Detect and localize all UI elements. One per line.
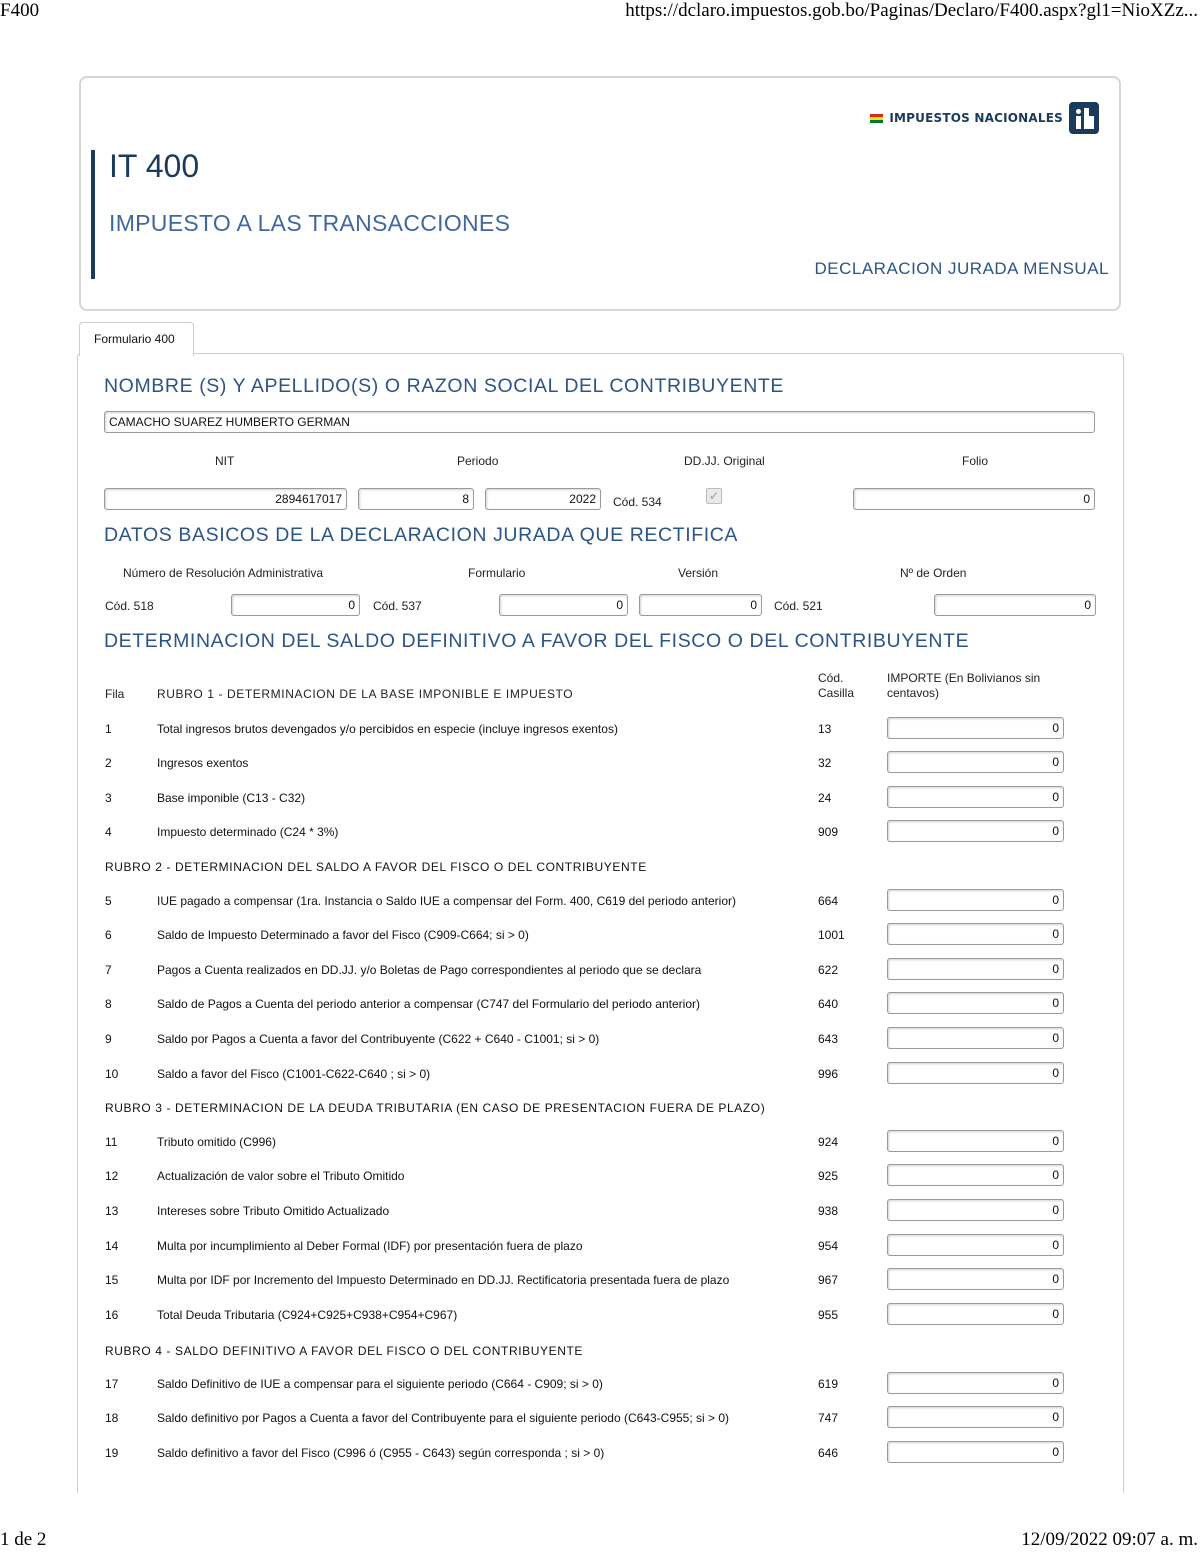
- row-cod-casilla: 967: [818, 1273, 839, 1287]
- row-description: Saldo definitivo a favor del Fisco (C996 ó (C955 - C643) según corresponda ; si > 0): [157, 1446, 605, 1460]
- bolivia-flag-icon: [870, 114, 883, 123]
- rectify-form-field[interactable]: 0: [499, 594, 628, 616]
- logo-text: IMPUESTOS NACIONALES: [889, 111, 1063, 125]
- row-fila-number: 9: [105, 1032, 112, 1046]
- order-field[interactable]: 0: [934, 594, 1096, 616]
- folio-field[interactable]: 0: [853, 488, 1095, 510]
- row-amount-field-c938[interactable]: 0: [887, 1199, 1064, 1221]
- version-field[interactable]: 0: [639, 594, 762, 616]
- form-code: IT 400: [109, 148, 200, 184]
- row-description: Base imponible (C13 - C32): [157, 791, 306, 805]
- impuestos-logo: [870, 102, 1099, 134]
- row-fila-number: 5: [105, 894, 112, 908]
- row-description: Total ingresos brutos devengados y/o percibidos en especie (incluye ingresos exentos): [157, 722, 618, 736]
- row-description: Tributo omitido (C996): [157, 1135, 276, 1149]
- row-cod-casilla: 664: [818, 894, 839, 908]
- row-cod-casilla: 954: [818, 1239, 839, 1253]
- cod-537-label: Cód. 537: [373, 599, 422, 613]
- row-cod-casilla: 747: [818, 1411, 839, 1425]
- row-fila-number: 14: [105, 1239, 119, 1253]
- row-fila-number: 16: [105, 1308, 119, 1322]
- row-fila-number: 1: [105, 722, 112, 736]
- period-year-field[interactable]: 2022: [485, 488, 601, 510]
- row-fila-number: 12: [105, 1169, 119, 1183]
- row-cod-casilla: 646: [818, 1446, 839, 1460]
- form-name: IMPUESTO A LAS TRANSACCIONES: [109, 210, 511, 236]
- print-datetime: 12/09/2022 09:07 a. m.: [1021, 1529, 1198, 1550]
- col-importe-header: IMPORTE (En Bolivianos sin centavos): [887, 671, 1041, 700]
- cod-521-label: Cód. 521: [774, 599, 823, 613]
- row-amount-field-c643[interactable]: 0: [887, 1027, 1064, 1049]
- row-amount-field-c747[interactable]: 0: [887, 1406, 1064, 1428]
- row-description: Saldo de Pagos a Cuenta del periodo anterior a compensar (C747 del Formulario del periodo anterior): [157, 997, 700, 1011]
- row-cod-casilla: 924: [818, 1135, 839, 1149]
- version-label: Versión: [678, 566, 719, 580]
- row-cod-casilla: 938: [818, 1204, 839, 1218]
- original-label: DD.JJ. Original: [684, 454, 765, 468]
- row-fila-number: 11: [105, 1135, 118, 1149]
- row-fila-number: 10: [105, 1067, 119, 1081]
- row-amount-field-c955[interactable]: 0: [887, 1303, 1064, 1325]
- row-amount-field-c967[interactable]: 0: [887, 1268, 1064, 1290]
- tab-formulario-400[interactable]: Formulario 400: [79, 322, 194, 356]
- row-amount-field-c996[interactable]: 0: [887, 1062, 1064, 1084]
- header-accent-bar: [91, 150, 95, 279]
- row-cod-casilla: 619: [818, 1377, 839, 1391]
- period-month-field[interactable]: 8: [358, 488, 474, 510]
- row-description: Impuesto determinado (C24 * 3%): [157, 825, 339, 839]
- row-fila-number: 13: [105, 1204, 119, 1218]
- row-description: Saldo a favor del Fisco (C1001-C622-C640 ; si > 0): [157, 1067, 431, 1081]
- taxpayer-section-title: NOMBRE (S) Y APELLIDO(S) O RAZON SOCIAL DEL CONTRIBUYENTE: [104, 375, 784, 397]
- impuestos-logo-icon: [1069, 102, 1099, 134]
- row-cod-casilla: 640: [818, 997, 839, 1011]
- row-amount-field-c954[interactable]: 0: [887, 1234, 1064, 1256]
- row-amount-field-c924[interactable]: 0: [887, 1130, 1064, 1152]
- row-fila-number: 8: [105, 997, 112, 1011]
- row-description: Saldo por Pagos a Cuenta a favor del Contribuyente (C622 + C640 - C1001; si > 0): [157, 1032, 600, 1046]
- rubro2-header: RUBRO 2 - DETERMINACION DEL SALDO A FAVOR DEL FISCO O DEL CONTRIBUYENTE: [105, 860, 647, 874]
- row-cod-casilla: 24: [818, 791, 832, 805]
- rubro4-header: RUBRO 4 - SALDO DEFINITIVO A FAVOR DEL FISCO O DEL CONTRIBUYENTE: [105, 1344, 584, 1358]
- row-fila-number: 17: [105, 1377, 119, 1391]
- row-description: Ingresos exentos: [157, 756, 249, 770]
- cod-534-label: Cód. 534: [613, 495, 662, 509]
- declaration-type: DECLARACION JURADA MENSUAL: [814, 259, 1109, 278]
- row-description: Multa por incumplimiento al Deber Formal (IDF) por presentación fuera de plazo: [157, 1239, 583, 1253]
- row-amount-field-c13[interactable]: 0: [887, 717, 1064, 739]
- row-fila-number: 18: [105, 1411, 119, 1425]
- row-description: Actualización de valor sobre el Tributo Omitido: [157, 1169, 405, 1183]
- row-amount-field-c640[interactable]: 0: [887, 992, 1064, 1014]
- row-description: Saldo Definitivo de IUE a compensar para el siguiente periodo (C664 - C909; si > 0): [157, 1377, 603, 1391]
- form-header-card: [79, 76, 1121, 311]
- row-amount-field-c1001[interactable]: 0: [887, 923, 1064, 945]
- row-cod-casilla: 996: [818, 1067, 839, 1081]
- row-cod-casilla: 32: [818, 756, 832, 770]
- row-amount-field-c925[interactable]: 0: [887, 1164, 1064, 1186]
- order-label: Nº de Orden: [900, 566, 967, 580]
- row-fila-number: 3: [105, 791, 112, 805]
- print-url: https://dclaro.impuestos.gob.bo/Paginas/Declaro/F400.aspx?gl1=NioXZz...: [625, 0, 1198, 21]
- row-cod-casilla: 909: [818, 825, 839, 839]
- row-fila-number: 15: [105, 1273, 119, 1287]
- row-cod-casilla: 643: [818, 1032, 839, 1046]
- determination-section-title: DETERMINACION DEL SALDO DEFINITIVO A FAVOR DEL FISCO O DEL CONTRIBUYENTE: [104, 630, 970, 652]
- cod-518-label: Cód. 518: [105, 599, 154, 613]
- row-description: Saldo de Impuesto Determinado a favor del Fisco (C909-C664; si > 0): [157, 928, 529, 942]
- nit-label: NIT: [215, 454, 235, 468]
- row-cod-casilla: 622: [818, 963, 839, 977]
- row-fila-number: 6: [105, 928, 112, 942]
- row-amount-field-c24[interactable]: 0: [887, 786, 1064, 808]
- row-fila-number: 2: [105, 756, 112, 770]
- resolution-label: Número de Resolución Administrativa: [123, 566, 324, 580]
- row-description: Saldo definitivo por Pagos a Cuenta a favor del Contribuyente para el siguiente periodo (C643-C955; si > 0): [157, 1411, 730, 1425]
- row-description: Pagos a Cuenta realizados en DD.JJ. y/o Boletas de Pago correspondientes al periodo que se declara: [157, 963, 702, 977]
- row-amount-field-c32[interactable]: 0: [887, 751, 1064, 773]
- row-cod-casilla: 1001: [818, 928, 845, 942]
- col-fila-header: Fila: [105, 687, 125, 701]
- row-amount-field-c909[interactable]: 0: [887, 820, 1064, 842]
- row-cod-casilla: 13: [818, 722, 832, 736]
- row-description: Multa por IDF por Incremento del Impuesto Determinado en DD.JJ. Rectificatoria presentada fuera de plazo: [157, 1273, 730, 1287]
- print-page-number: 1 de 2: [0, 1529, 47, 1550]
- row-fila-number: 7: [105, 963, 112, 977]
- nit-field[interactable]: 2894617017: [104, 488, 347, 510]
- row-amount-field-c664[interactable]: 0: [887, 889, 1064, 911]
- row-fila-number: 4: [105, 825, 112, 839]
- rubro1-header: RUBRO 1 - DETERMINACION DE LA BASE IMPONIBLE E IMPUESTO: [157, 687, 574, 701]
- row-amount-field-c622[interactable]: 0: [887, 958, 1064, 980]
- row-cod-casilla: 925: [818, 1169, 839, 1183]
- resolution-field[interactable]: 0: [231, 594, 360, 616]
- col-cod-header: Cód. Casilla: [818, 671, 855, 700]
- rectify-section-title: DATOS BASICOS DE LA DECLARACION JURADA QUE RECTIFICA: [104, 524, 739, 546]
- original-checkbox[interactable]: ✓: [706, 488, 722, 504]
- print-page-title: F400: [0, 0, 40, 21]
- row-amount-field-c619[interactable]: 0: [887, 1372, 1064, 1394]
- taxpayer-name-field[interactable]: CAMACHO SUAREZ HUMBERTO GERMAN: [104, 411, 1095, 433]
- folio-label: Folio: [962, 454, 989, 468]
- row-fila-number: 19: [105, 1446, 119, 1460]
- row-description: Total Deuda Tributaria (C924+C925+C938+C954+C967): [157, 1308, 458, 1322]
- row-description: Intereses sobre Tributo Omitido Actualizado: [157, 1204, 390, 1218]
- period-label: Periodo: [457, 454, 499, 468]
- row-cod-casilla: 955: [818, 1308, 839, 1322]
- row-amount-field-c646[interactable]: 0: [887, 1441, 1064, 1463]
- row-description: IUE pagado a compensar (1ra. Instancia o Saldo IUE a compensar del Form. 400, C619 del periodo anterior): [157, 894, 736, 908]
- rectify-form-label: Formulario: [468, 566, 526, 580]
- rubro3-header: RUBRO 3 - DETERMINACION DE LA DEUDA TRIBUTARIA (EN CASO DE PRESENTACION FUERA DE PLAZO): [105, 1101, 766, 1115]
